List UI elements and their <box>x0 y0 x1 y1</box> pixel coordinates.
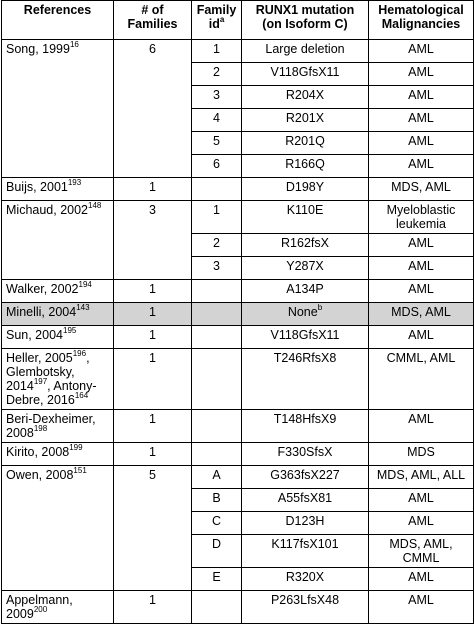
mutation-cell: R204X <box>242 86 369 109</box>
family-id-cell <box>192 326 242 349</box>
table-row <box>2 40 474 63</box>
malignancy-cell: AML <box>369 410 474 443</box>
reference-cell: Buijs, 2001$^{193}$ <box>2 178 114 201</box>
families-cell: 1 <box>114 178 192 201</box>
reference-cell: Michaud, 2002$^{148}$ <box>2 201 114 280</box>
malignancy-cell: AML <box>369 40 474 63</box>
reference-cell: Owen, 2008$^{151}$ <box>2 466 114 591</box>
family-id-cell <box>192 178 242 201</box>
malignancy-cell: AML <box>369 489 474 512</box>
reference-cell: Walker, 2002$^{194}$ <box>2 280 114 303</box>
family-id-cell: C <box>192 512 242 535</box>
reference-cell: Minelli, 2004$^{143}$ <box>2 303 114 326</box>
reference-cell: Kirito, 2008$^{199}$ <box>2 443 114 466</box>
mutation-cell: R201Q <box>242 132 369 155</box>
reference-cell: Heller, 2005$^{196}$, Glembotsky, 2014$^{197}$, Antony-Debre, 2016$^{164}$ <box>2 349 114 410</box>
runx1-families-table <box>1 0 474 624</box>
mutation-cell: F330SfsX <box>242 443 369 466</box>
mutation-cell: D198Y <box>242 178 369 201</box>
mutation-cell: A134P <box>242 280 369 303</box>
header-family-id: Family $id^a$ <box>192 1 242 40</box>
malignancy-cell: Myeloblastic leukemia <box>369 201 474 234</box>
mutation-cell: D123H <box>242 512 369 535</box>
families-cell: 1 <box>114 443 192 466</box>
family-id-cell: A <box>192 466 242 489</box>
family-id-footnote-mark: a <box>219 14 225 24</box>
family-id-cell: 6 <box>192 155 242 178</box>
families-cell: 1 <box>114 326 192 349</box>
family-id-cell: E <box>192 568 242 591</box>
header-row <box>2 1 474 40</box>
table-row <box>2 201 474 234</box>
header-mutation: RUNX1 mutation (on Isoform C) <box>242 1 369 40</box>
family-id-cell: 3 <box>192 86 242 109</box>
mutation-cell: V118GfsX11 <box>242 63 369 86</box>
malignancy-cell: MDS, AML, ALL <box>369 466 474 489</box>
mutation-cell: V118GfsX11 <box>242 326 369 349</box>
family-id-cell: 3 <box>192 257 242 280</box>
family-id-cell <box>192 280 242 303</box>
family-id-cell <box>192 591 242 624</box>
families-cell: 3 <box>114 201 192 280</box>
malignancy-cell: AML <box>369 512 474 535</box>
malignancy-cell: AML <box>369 63 474 86</box>
family-id-cell: 1 <box>192 201 242 234</box>
table-row <box>2 591 474 624</box>
families-cell: 1 <box>114 591 192 624</box>
family-id-cell: 2 <box>192 234 242 257</box>
table-row <box>2 349 474 410</box>
reference-cell: Sun, 2004$^{195}$ <box>2 326 114 349</box>
mutation-cell: P263LfsX48 <box>242 591 369 624</box>
reference-cell: Song, 1999$^{16}$ <box>2 40 114 178</box>
family-id-cell <box>192 443 242 466</box>
family-id-cell: 5 <box>192 132 242 155</box>
malignancy-cell: AML <box>369 132 474 155</box>
table-row <box>2 178 474 201</box>
header-references: References <box>2 1 114 40</box>
family-id-cell: 4 <box>192 109 242 132</box>
table-row <box>2 466 474 489</box>
malignancy-cell: AML <box>369 257 474 280</box>
mutation-cell: Large deletion <box>242 40 369 63</box>
families-cell: 1 <box>114 410 192 443</box>
reference-cell: Beri-Dexheimer, 2008$^{198}$ <box>2 410 114 443</box>
table-row <box>2 280 474 303</box>
mutation-cell: T246RfsX8 <box>242 349 369 410</box>
malignancy-cell: AML <box>369 591 474 624</box>
reference-cell: Appelmann, 2009$^{200}$ <box>2 591 114 624</box>
table-row <box>2 443 474 466</box>
family-id-cell <box>192 410 242 443</box>
table-row <box>2 326 474 349</box>
malignancy-cell: MDS, AML, CMML <box>369 535 474 568</box>
family-id-cell: 2 <box>192 63 242 86</box>
table-row <box>2 410 474 443</box>
malignancy-cell: AML <box>369 280 474 303</box>
mutation-cell: R201X <box>242 109 369 132</box>
mutation-cell: R320X <box>242 568 369 591</box>
mutation-cell: G363fsX227 <box>242 466 369 489</box>
mutation-cell: T148HfsX9 <box>242 410 369 443</box>
malignancy-cell: AML <box>369 155 474 178</box>
mutation-cell: Y287X <box>242 257 369 280</box>
table-row-highlighted <box>2 303 474 326</box>
malignancy-cell: AML <box>369 568 474 591</box>
mutation-cell: K110E <box>242 201 369 234</box>
mutation-cell: K117fsX101 <box>242 535 369 568</box>
malignancy-cell: AML <box>369 234 474 257</box>
malignancy-cell: AML <box>369 326 474 349</box>
families-cell: 1 <box>114 280 192 303</box>
malignancy-cell: AML <box>369 86 474 109</box>
families-cell: 6 <box>114 40 192 178</box>
mutation-cell: A55fsX81 <box>242 489 369 512</box>
malignancy-cell: MDS <box>369 443 474 466</box>
malignancy-cell: AML <box>369 109 474 132</box>
mutation-cell: R162fsX <box>242 234 369 257</box>
family-id-cell <box>192 349 242 410</box>
header-malignancies: Hematological Malignancies <box>369 1 474 40</box>
malignancy-cell: MDS, AML <box>369 178 474 201</box>
header-families: # of Families <box>114 1 192 40</box>
mutation-cell: R166Q <box>242 155 369 178</box>
family-id-cell: 1 <box>192 40 242 63</box>
malignancy-cell: CMML, AML <box>369 349 474 410</box>
family-id-cell: D <box>192 535 242 568</box>
mutation-cell: None$^b$ <box>242 303 369 326</box>
family-id-cell: B <box>192 489 242 512</box>
families-cell: 1 <box>114 303 192 326</box>
family-id-cell <box>192 303 242 326</box>
families-cell: 1 <box>114 349 192 410</box>
malignancy-cell: MDS, AML <box>369 303 474 326</box>
families-cell: 5 <box>114 466 192 591</box>
